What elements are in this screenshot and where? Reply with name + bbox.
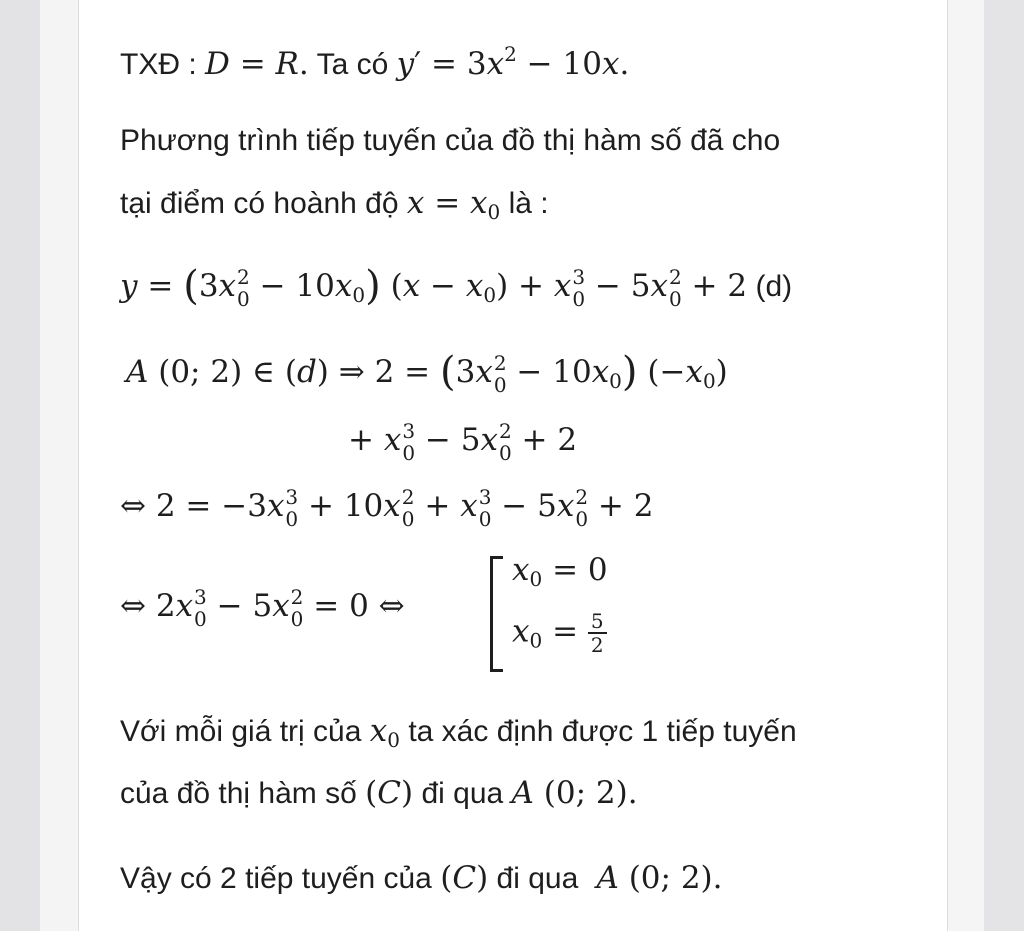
conclusion-mid: đi qua [496, 862, 579, 895]
condition-continuation: + x 3 0 − 5x 2 0 + 2 [348, 418, 578, 465]
domain-formula: D = R [205, 46, 299, 82]
paragraph-1-line-b [120, 183, 549, 232]
condition-line: A (0; 2) ∈ (d) ⇒ 2 = (3x 2 0 − $10x_0$) $(-x_0)$ [126, 349, 728, 397]
paragraph-2-pre: Với mỗi giá trị của [120, 715, 362, 748]
point-a: A (0; 2). [511, 775, 638, 811]
solution-second: $x_0$ = $\frac{5}{2}$ [512, 610, 607, 656]
paragraph-2-line-a [120, 711, 797, 760]
solution-first: $x_0 = 0$ [512, 552, 608, 591]
paragraph-1-line-b-pre: tại điểm có hoành độ [120, 187, 399, 220]
left-gutter-inner [40, 0, 78, 931]
conclusion-curve: (C) [440, 860, 489, 896]
right-gutter [984, 0, 1024, 931]
abscissa-formula: $x = x_0$ [406, 185, 501, 224]
fraction-denominator: 2 [590, 633, 604, 657]
paragraph-2-post: ta xác định được 1 tiếp tuyến [408, 715, 797, 748]
derivative-formula: $y' = 3x^2 - 10x$. [396, 42, 630, 82]
x0-symbol: $x_0$ [369, 713, 400, 752]
derivative-intro: Ta có [316, 48, 389, 81]
paragraph-1-line-a: Phương trình tiếp tuyến của đồ thị hàm số đã cho [120, 124, 781, 157]
domain-label: TXĐ : [120, 48, 197, 81]
conclusion-pre: Vậy có 2 tiếp tuyến của [120, 862, 432, 895]
fraction-numerator: 5 [588, 610, 607, 634]
conclusion-point: A (0; 2). [596, 860, 723, 896]
paragraph-2-line-b-mid: đi qua [421, 777, 504, 810]
tangent-label: (d) [755, 270, 793, 303]
cases-bracket [490, 556, 503, 672]
domain-derivative-line: TXĐ : D = R. Ta có $y' = 3x^2 - 10x$. [120, 42, 630, 82]
equivalence-2: ⇔ 2x 3 0 − 5x 2 0 = 0 ⇔ [120, 584, 405, 631]
left-gutter [0, 0, 40, 931]
paragraph-1-line-b-post: là : [508, 187, 549, 220]
paragraph-2-line-b [120, 773, 638, 814]
equivalence-1: ⇔ 2 = −3x 3 0 + 10x 2 0 + x 3 0 − 5x 2 0 + 2 [120, 484, 654, 531]
paragraph-2-line-b-pre: của đồ thị hàm số [120, 777, 357, 810]
conclusion-line [120, 858, 723, 899]
right-gutter-inner [948, 0, 984, 931]
tangent-equation: y = (3x 2 0 − $10x_0$) $(x - x_0) + x$ 3 0 − 5x 2 0 + 2 (d) [120, 263, 793, 311]
curve-symbol: (C) [365, 775, 414, 811]
